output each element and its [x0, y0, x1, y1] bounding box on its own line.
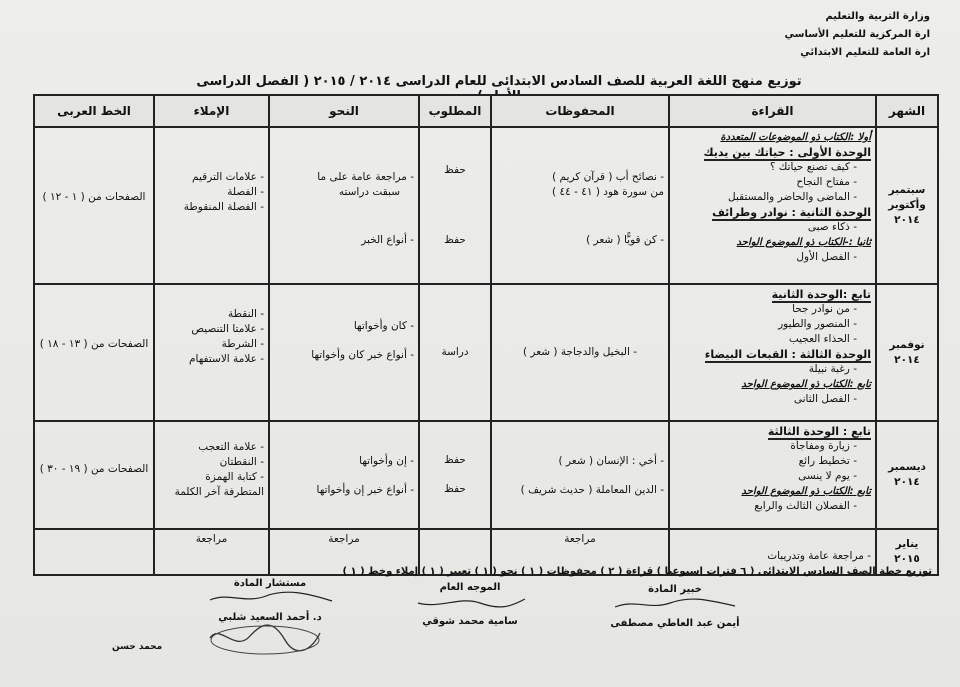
grammar-item: - مراجعة عامة على ما — [317, 171, 414, 183]
dictation-item: - كتابة الهمزة — [205, 471, 264, 483]
lesson: - تخطيط رائع — [798, 455, 857, 467]
grammar-item: - أنواع خبر إن وأخواتها — [316, 484, 414, 496]
dictation-item: - علامة التعجب — [198, 441, 264, 453]
dictation-item: - علامات الترقيم — [192, 171, 264, 183]
lesson: - الحذاء العجيب — [788, 333, 857, 345]
table-row-sep-oct — [34, 127, 938, 284]
reading-cell — [669, 127, 876, 284]
memo-item: - أخي : الإنسان ( شعر ) — [558, 455, 664, 467]
memorized-cell — [491, 127, 669, 284]
signature-scribble-icon — [200, 591, 340, 605]
dictation-item: - النقطة — [228, 308, 264, 320]
supervisor-title: الموجه العام — [439, 582, 501, 593]
memo-item: - نصائح أب ( قرآن كريم ) — [552, 171, 664, 183]
reading-cell — [669, 284, 876, 421]
lesson: - المنصور والطيور — [778, 318, 857, 330]
dictation-cell: مراجعة — [154, 529, 269, 575]
col-calligraphy: الخط العربى — [34, 95, 154, 127]
memo-item: - كن قويًّا ( شعر ) — [586, 234, 664, 246]
dictation-item: - النقطتان — [219, 456, 264, 468]
col-memorized: المحفوظات — [491, 95, 669, 127]
dictation-item: - الفصلة — [227, 186, 264, 198]
memorized-cell: - البخيل والدجاجة ( شعر ) — [491, 284, 669, 421]
unit-heading: تابع :الوحدة الثانية — [771, 288, 871, 301]
stamp-scribble-icon — [205, 618, 325, 658]
unit-heading: الوحدة الثانية : نوادر وطرائف — [712, 206, 871, 219]
month-cell: يناير ٢٠١٥ — [876, 529, 938, 575]
month-cell: سبتمبر وأكتوبر ٢٠١٤ — [876, 127, 938, 284]
document-title: توزيع منهج اللغة العربية للصف السادس الابتدائى للعام الدراسى ٢٠١٤ / ٢٠١٥ ( الفصل الدراسى — [190, 74, 808, 98]
lesson: - الماضى والحاضر والمستقبل — [728, 191, 857, 203]
book-heading: ثانيا :-الكتاب ذو الموضوع الواحد — [736, 237, 871, 248]
grammar-item: - أنواع خبر كان وأخواتها — [311, 349, 414, 361]
required-cell: حفظ حفظ — [419, 127, 491, 284]
dictation-cell — [154, 421, 269, 529]
dictation-cell — [154, 284, 269, 421]
table-row-dec — [34, 421, 938, 529]
grammar-cell — [269, 284, 419, 421]
distribution-note: توزيع خطة الصف السادس الابتدائى ( ٦ فترات اسبوعيا ) قراءة ( ٢ ) محفوظات ( ١ ) نحو ( ١ ) تعبير ( ١ ) إملاء وخط ( ١ ) — [342, 566, 932, 577]
table-header-row — [34, 95, 938, 127]
grammar-cell — [269, 127, 419, 284]
lesson: - الفصل الأول — [796, 251, 857, 263]
expert-name: أيمن عبد العاطي مصطفى — [610, 618, 740, 629]
col-reading: القراءة — [669, 95, 876, 127]
lesson: - الفصلان الثالث والرابع — [754, 500, 857, 512]
general-admin-name: ارة العامة للتعليم الابتدائي — [800, 47, 930, 58]
dictation-cell — [154, 127, 269, 284]
supervisor-name: سامية محمد شوقي — [422, 616, 518, 627]
lesson: - زيارة ومفاجأة — [790, 440, 857, 452]
col-grammar: النحو — [269, 95, 419, 127]
col-dictation: الإملاء — [154, 95, 269, 127]
month-cell: ديسمبر ٢٠١٤ — [876, 421, 938, 529]
lesson: - رغبة نبيلة — [808, 363, 857, 375]
grammar-item: - كان وأخواتها — [353, 320, 414, 332]
dictation-item: - علامة الاستفهام — [189, 353, 264, 365]
lesson: - ذكاء صبى — [807, 221, 857, 233]
memorized-cell — [491, 421, 669, 529]
curriculum-table — [33, 94, 939, 576]
directorate-name: ارة المركزية للتعليم الأساسي — [784, 29, 930, 40]
lesson: - كيف تصنع حياتك ؟ — [769, 161, 857, 173]
book-heading: تابع :الكتاب ذو الموضوع الواحد — [741, 486, 871, 497]
calligraphy-cell: الصفحات من ( ١ - ١٢ ) — [34, 127, 154, 284]
ministry-name: وزارة التربية والتعليم — [825, 11, 930, 22]
lesson: - مفتاح النجاح — [796, 176, 857, 188]
expert-signature-block — [600, 582, 750, 631]
unit-heading: الوحدة الثالثة : القبعات البيضاء — [704, 348, 871, 361]
dictation-item: المتطرفة آخر الكلمة — [174, 486, 264, 498]
unit-heading: تابع : الوحدة الثالثة — [767, 425, 871, 438]
col-month: الشهر — [876, 95, 938, 127]
memo-item: - الدين المعاملة ( حديث شريف ) — [520, 484, 664, 496]
unit-heading: الوحدة الأولى : حياتك بين يديك — [703, 146, 871, 159]
memorized-cell: مراجعة — [491, 529, 669, 575]
memo-item: من سورة هود ( ٤١ - ٤٤ ) — [552, 186, 664, 198]
advisor-name: د. أحمد السعيد شلبي — [218, 612, 322, 623]
signature-scribble-icon — [410, 595, 530, 609]
reading-cell — [669, 421, 876, 529]
month-cell: نوفمبر ٢٠١٤ — [876, 284, 938, 421]
required-cell: دراسة — [419, 284, 491, 421]
calligraphy-cell — [34, 529, 154, 575]
lesson: - من نوادر جحا — [792, 303, 857, 315]
calligraphy-cell: الصفحات من ( ١٩ - ٣٠ ) — [34, 421, 154, 529]
lesson: - يوم لا ينسى — [798, 470, 857, 482]
grammar-item: - أنواع الخبر — [361, 234, 414, 246]
expert-title: خبير المادة — [648, 584, 702, 595]
reading-item: - مراجعة عامة وتدريبات — [767, 549, 871, 562]
grammar-item: - إن وأخواتها — [359, 455, 414, 467]
dictation-item: - الشرطة — [221, 338, 264, 350]
lesson: - الفصل الثانى — [793, 393, 857, 405]
calligraphy-cell: الصفحات من ( ١٣ - ١٨ ) — [34, 284, 154, 421]
ministry-header — [785, 8, 930, 62]
advisor-title: مستشار المادة — [233, 578, 307, 589]
col-required: المطلوب — [419, 95, 491, 127]
required-cell: حفظ حفظ — [419, 421, 491, 529]
supervisor-signature-block — [400, 580, 540, 629]
signature-scribble-icon — [610, 597, 740, 611]
grammar-cell: مراجعة — [269, 529, 419, 575]
dictation-item: - الفصلة المنقوطة — [183, 201, 264, 213]
dictation-item: - علامتا التنصيص — [191, 323, 264, 335]
book-heading: أولا :الكتاب ذو الموضوعات المتعددة — [720, 132, 871, 143]
table-row-nov — [34, 284, 938, 421]
book-heading: تابع :الكتاب ذو الموضوع الواحد — [741, 379, 871, 390]
grammar-cell — [269, 421, 419, 529]
small-signature-name: محمد حسن — [112, 642, 163, 652]
grammar-item: سبقت دراسته — [338, 186, 400, 198]
